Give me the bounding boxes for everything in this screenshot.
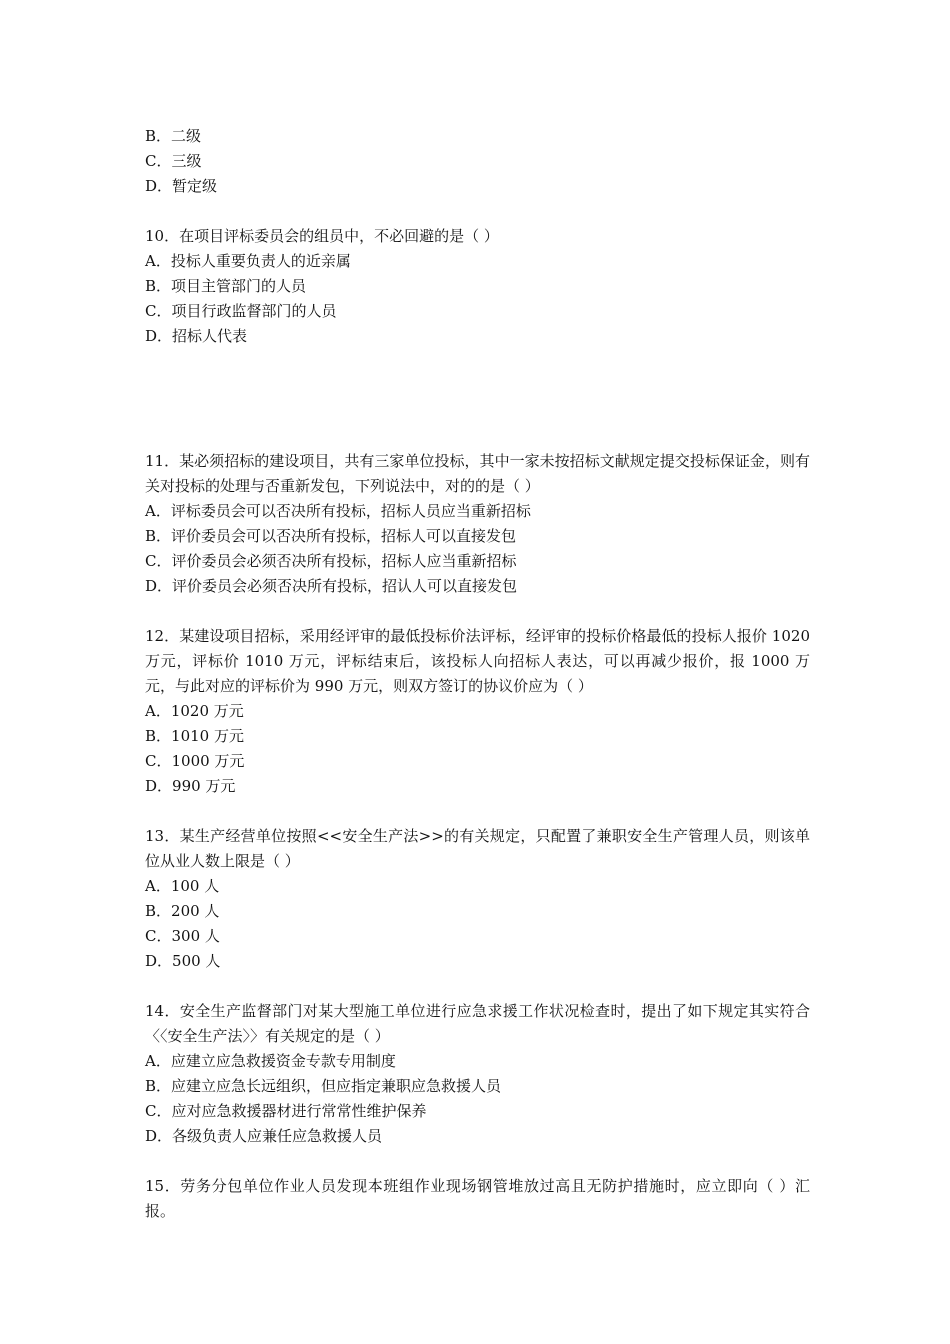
question-stem: 15．劳务分包单位作业人员发现本班组作业现场钢管堆放过高且无防护措施时，应立即向（ ）汇报。: [145, 1177, 810, 1220]
question-13: [145, 824, 810, 974]
document-page: [145, 124, 810, 1224]
option-d: D．评价委员会必须否决所有投标，招认人可以直接发包: [145, 577, 518, 595]
question-11: [145, 449, 810, 599]
question-12: [145, 624, 810, 799]
option-b: B．应建立应急长远组织，但应指定兼职应急救援人员: [145, 1077, 502, 1095]
option-a: A．投标人重要负责人的近亲属: [145, 252, 351, 270]
question-9-options-tail: [145, 124, 810, 199]
option-a: A．1020 万元: [145, 702, 244, 720]
option-b: B．评价委员会可以否决所有投标，招标人可以直接发包: [145, 527, 517, 545]
option-c: C．1000 万元: [145, 752, 245, 770]
option-c: C．应对应急救援器材进行常常性维护保养: [145, 1102, 427, 1120]
option-b: B．1010 万元: [145, 727, 244, 745]
option-d: D．990 万元: [145, 777, 236, 795]
option-a: A．评标委员会可以否决所有投标，招标人员应当重新招标: [145, 502, 531, 520]
option-c: C．300 人: [145, 927, 220, 945]
option-a: A．100 人: [145, 877, 220, 895]
option-a: A．应建立应急救援资金专款专用制度: [145, 1052, 396, 1070]
option-c: C．项目行政监督部门的人员: [145, 302, 337, 320]
question-15: [145, 1174, 810, 1224]
question-14: [145, 999, 810, 1149]
option-d: D．500 人: [145, 952, 221, 970]
question-stem: 11．某必须招标的建设项目，共有三家单位投标，其中一家未按招标文献规定提交投标保证金，则有关对投标的处理与否重新发包，下列说法中，对的的是（ ）: [145, 452, 810, 495]
option-b: B．二级: [145, 127, 202, 145]
option-c: C．评价委员会必须否决所有投标，招标人应当重新招标: [145, 552, 517, 570]
question-stem: 14．安全生产监督部门对某大型施工单位进行应急求援工作状况检查时，提出了如下规定其实符合〈〈安全生产法〉〉有关规定的是（ ）: [145, 1002, 810, 1045]
question-stem: 12．某建设项目招标，采用经评审的最低投标价法评标，经评审的投标价格最低的投标人报价 1020 万元，评标价 1010 万元，评标结束后，该投标人向招标人表达，可以再减少报价，报 1000 万元，与此对应的评标价为 990 万元，则双方签订的协议价应为（ ）: [145, 627, 810, 695]
option-d: D．各级负责人应兼任应急救援人员: [145, 1127, 383, 1145]
option-b: B．项目主管部门的人员: [145, 277, 307, 295]
option-b: B．200 人: [145, 902, 220, 920]
question-10: [145, 224, 810, 349]
option-c: C．三级: [145, 152, 202, 170]
question-stem: 10．在项目评标委员会的组员中，不必回避的是（ ）: [145, 227, 499, 245]
option-d: D．暂定级: [145, 177, 218, 195]
question-stem: 13．某生产经营单位按照<<安全生产法>>的有关规定，只配置了兼职安全生产管理人员，则该单位从业人数上限是（ ）: [145, 827, 810, 870]
option-d: D．招标人代表: [145, 327, 248, 345]
